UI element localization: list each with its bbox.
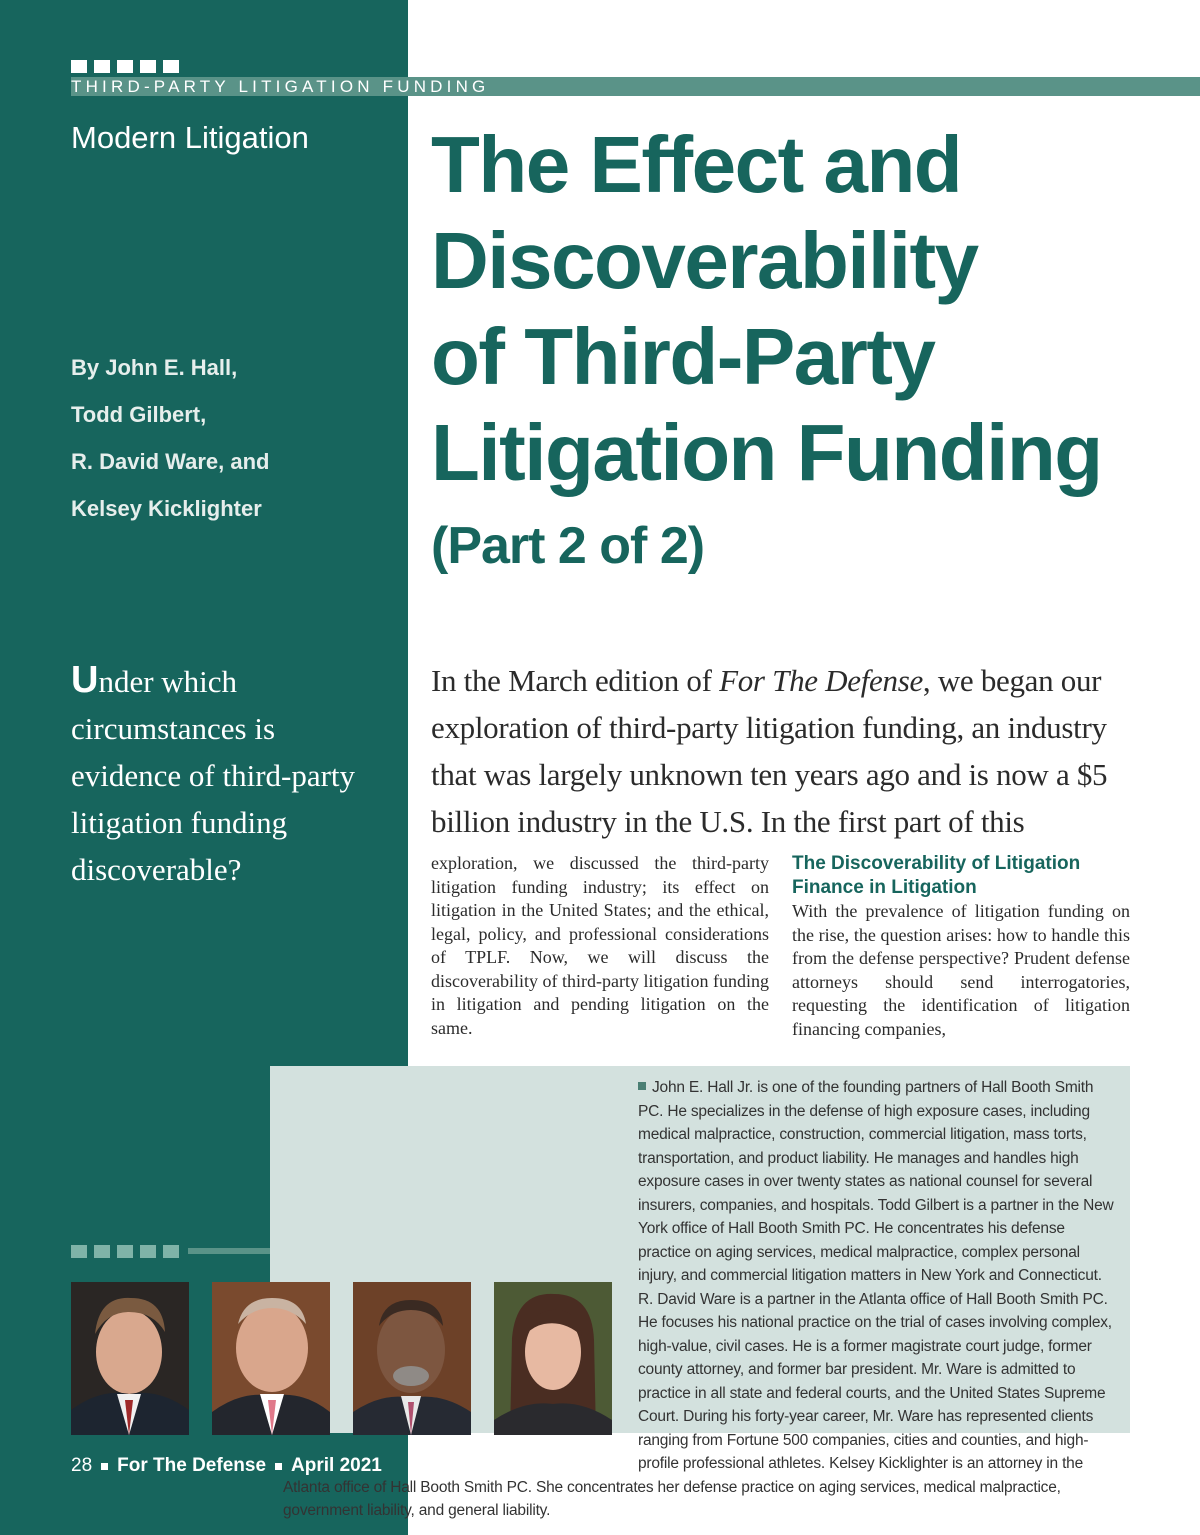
lead-text-start: In the March edition of <box>431 663 720 698</box>
author-name: R. David Ware, and <box>71 449 270 474</box>
body-column-left: exploration, we discussed the third-party litigation funding industry; its effect on litigation in the United States; and the ethical, legal, policy, and professional considerations of TPLF. Now, we will discuss the discoverability of third-party litigation funding in litigation and pending litigation on the same. <box>431 853 769 1038</box>
byline <box>71 350 269 538</box>
page-number: 28 <box>71 1455 93 1476</box>
publication-title-italic: For The Defense <box>719 663 923 698</box>
decorative-rule <box>188 1248 270 1254</box>
pull-quote-text: nder which circumstances is evidence of third-party litigation funding discoverable? <box>71 664 356 887</box>
drop-cap: U <box>71 659 99 701</box>
title-line: The Effect and <box>431 120 962 209</box>
article-title <box>431 117 1171 501</box>
body-column-right <box>792 852 1130 1041</box>
decorative-squares-bottom <box>71 1245 179 1258</box>
author-name: Kelsey Kicklighter <box>71 496 262 521</box>
title-line: Litigation Funding <box>431 408 1102 497</box>
decorative-squares-top <box>71 60 179 73</box>
title-line: of Third-Party <box>431 312 935 401</box>
title-line: Discoverability <box>431 216 978 305</box>
kicker: Modern Litigation <box>71 120 309 155</box>
separator-dot <box>101 1463 108 1470</box>
author-bio-text: John E. Hall Jr. is one of the founding partners of Hall Booth Smith PC. He specializes in the defense of high exposure cases, including medical malpractice, construction, commercial litigation, mass torts, transportation, and product liability. He manages and handles high exposure cases in over twenty states as national counsel for several insurers, companies, and hospitals. Todd Gilbert is a partner in the New York office of Hall Booth Smith PC. He concentrates his defense practice on aging services, medical malpractice, complex personal injury, and commercial litigation matters in New York and Connecticut. R. David Ware is a partner in the Atlanta office of Hall Booth Smith PC. He focuses his national practice on the trial of cases involving complex, high-value, civil cases. He is a former magistrate court judge, former county attorney, and former bar president. Mr. Ware is admitted to practice in all state and federal courts, and the United States Supreme Court. During his forty-year career, Mr. Ware has represented clients ranging from Fortune 500 companies, cities and counties, and high-profile professional athletes. Kelsey Kicklighter is an attorney in the Atlanta office of Hall Booth Smith PC. She concentrates her defense practice on aging services, medical malpractice, government liability, and general liability. <box>283 1079 1114 1519</box>
separator-dot <box>275 1463 282 1470</box>
subsection-heading: The Discoverability of Litigation Finance in Litigation <box>792 853 1081 898</box>
article-subtitle: (Part 2 of 2) <box>431 517 705 575</box>
issue-date: April 2021 <box>291 1455 382 1476</box>
page-footer <box>71 1455 382 1477</box>
lead-text-end: , we began our exploration of third-party litigation funding, an industry that was largely unknown ten years ago and is now a $5 billion industry in the U.S. In the first part of this <box>431 663 1108 839</box>
lead-paragraph <box>431 657 1131 845</box>
section-label: THIRD-PARTY LITIGATION FUNDING <box>71 77 490 96</box>
body-text: With the prevalence of litigation funding on the rise, the question arises: how to handle this from the defense perspective? Prudent defense attorneys should send interrogatories, requesting the identification of litigation financing companies, <box>792 901 1130 1039</box>
author-photo-hall <box>71 1282 189 1435</box>
author-photo-ware <box>353 1282 471 1435</box>
pull-quote <box>71 657 391 893</box>
publication-name: For The Defense <box>117 1455 267 1476</box>
author-photo-kicklighter <box>494 1282 612 1435</box>
bullet-icon <box>638 1082 646 1090</box>
author-name: Todd Gilbert, <box>71 402 207 427</box>
author-photo-gilbert <box>212 1282 330 1435</box>
author-name: By John E. Hall, <box>71 355 238 380</box>
